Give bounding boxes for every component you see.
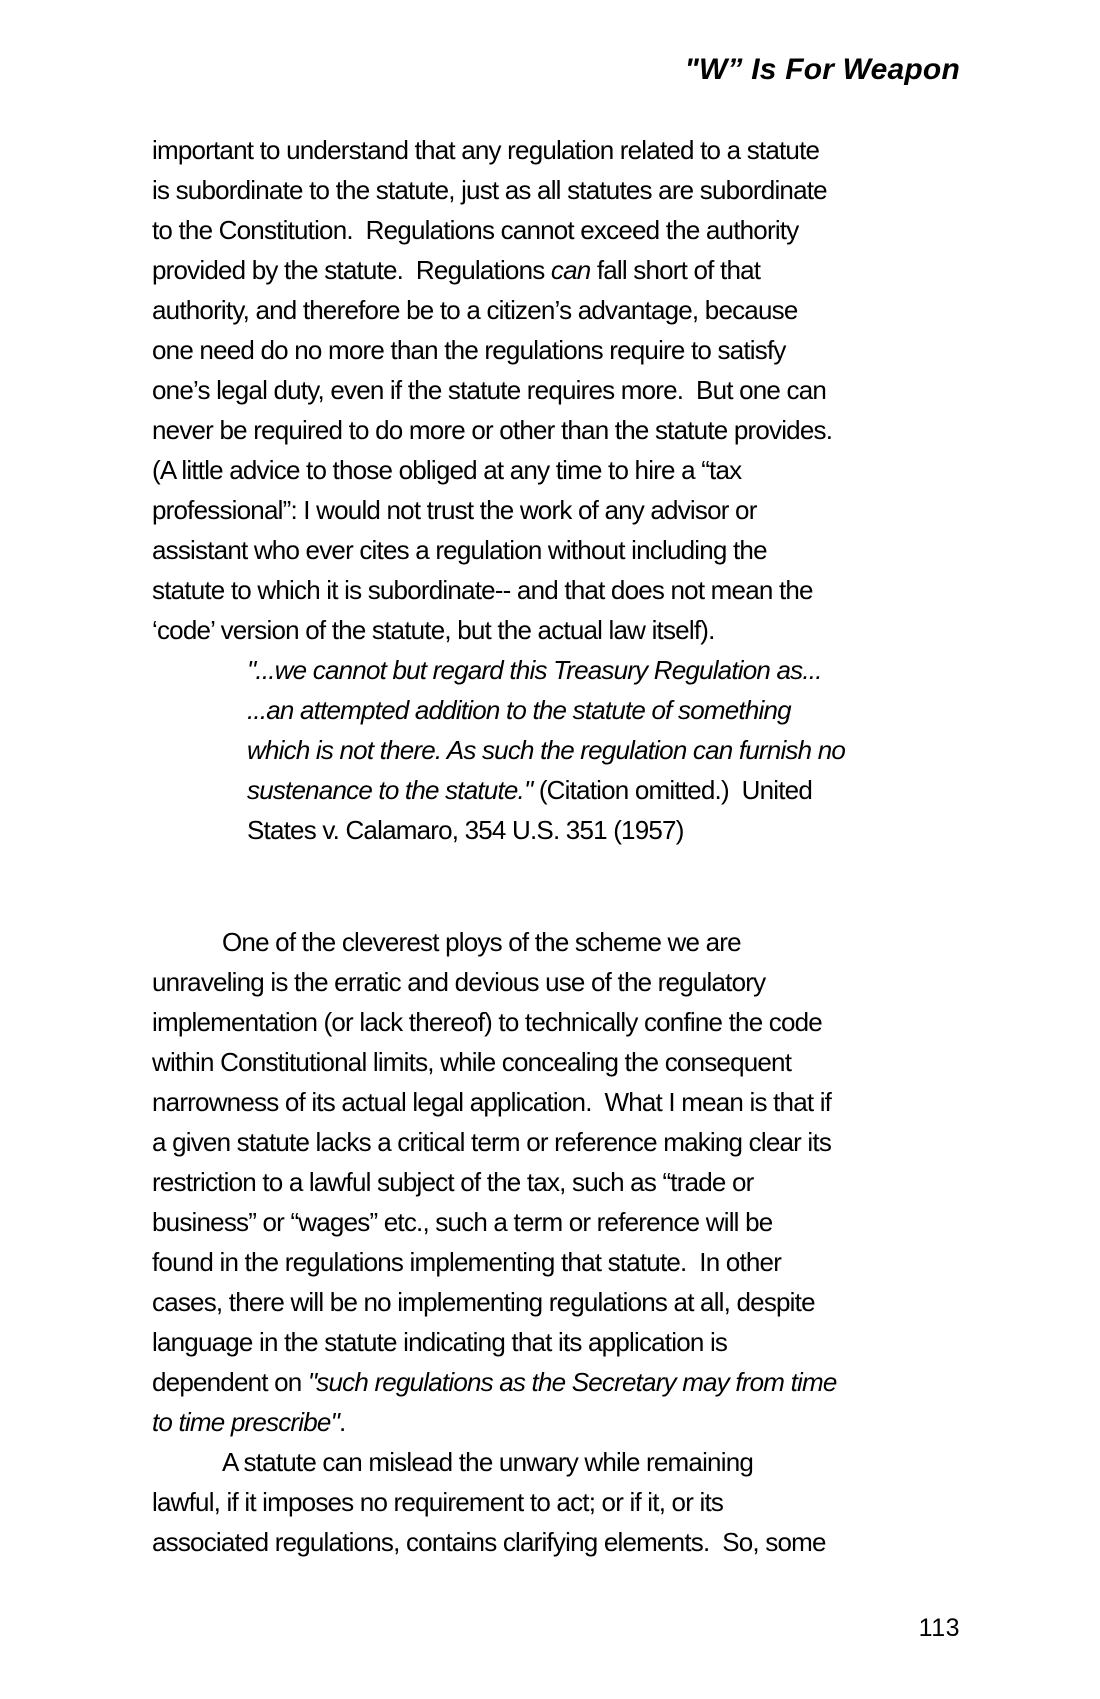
italic-text-segment: which is not there. As such the regulation can furnish no (247, 735, 846, 765)
text-segment: associated regulations, contains clarifying elements. So, some (152, 1527, 826, 1557)
text-segment: (A little advice to those obliged at any time to hire a “tax (152, 455, 742, 485)
quote-line (152, 650, 1052, 690)
text-segment: ‘code’ version of the statute, but the actual law itself). (152, 615, 715, 645)
text-line (152, 450, 1052, 490)
text-segment: A statute can mislead the unwary while remaining (222, 1447, 754, 1477)
quote-line (152, 730, 1052, 770)
page-body (152, 130, 1052, 1562)
text-line (152, 1002, 1052, 1042)
italic-text-segment: sustenance to the statute." (247, 775, 533, 805)
text-segment: dependent on (152, 1367, 308, 1397)
text-line (152, 1482, 1052, 1522)
text-segment: cases, there will be no implementing regulations at all, despite (152, 1287, 815, 1317)
text-line (152, 370, 1052, 410)
text-line (152, 1122, 1052, 1162)
text-segment: authority, and therefore be to a citizen’s advantage, because (152, 295, 798, 325)
text-line (152, 530, 1052, 570)
text-line (152, 1362, 1052, 1402)
text-line (152, 1442, 1052, 1482)
paragraph-regulations-subordinate (152, 130, 1052, 650)
text-line (152, 1402, 1052, 1442)
italic-text-segment: ...an attempted addition to the statute of something (247, 695, 791, 725)
block-quote-calamaro (152, 650, 1052, 850)
text-line (152, 290, 1052, 330)
text-segment: States v. Calamaro, 354 U.S. 351 (1957) (247, 815, 684, 845)
text-line (152, 1322, 1052, 1362)
paragraph-cleverest-ploys (152, 922, 1052, 1442)
text-segment: one’s legal duty, even if the statute requires more. But one can (152, 375, 827, 405)
text-line (152, 130, 1052, 170)
text-line (152, 1242, 1052, 1282)
page-number: 113 (918, 1614, 960, 1642)
text-line (152, 330, 1052, 370)
text-segment: one need do no more than the regulations require to satisfy (152, 335, 786, 365)
text-segment: implementation (or lack thereof) to technically confine the code (152, 1007, 822, 1037)
text-segment: important to understand that any regulation related to a statute (152, 135, 820, 165)
quote-line (152, 770, 1052, 810)
text-segment: is subordinate to the statute, just as all statutes are subordinate (152, 175, 827, 205)
text-line (152, 250, 1052, 290)
text-line (152, 1082, 1052, 1122)
italic-text-segment: can (550, 255, 591, 285)
quote-line (152, 690, 1052, 730)
text-segment: provided by the statute. Regulations (152, 255, 551, 285)
text-line (152, 170, 1052, 210)
text-segment: professional”: I would not trust the work of any advisor or (152, 495, 757, 525)
text-line (152, 1162, 1052, 1202)
paragraph-statute-mislead (152, 1442, 1052, 1562)
quote-line (152, 810, 1052, 850)
text-line (152, 1522, 1052, 1562)
text-line (152, 610, 1052, 650)
text-segment: never be required to do more or other than the statute provides. (152, 415, 833, 445)
text-segment: (Citation omitted.) United (532, 775, 812, 805)
text-segment: a given statute lacks a critical term or reference making clear its (152, 1127, 832, 1157)
text-line (152, 1042, 1052, 1082)
text-line (152, 1202, 1052, 1242)
text-line (152, 922, 1052, 962)
text-segment: One of the cleverest ploys of the scheme we are (222, 927, 741, 957)
text-segment: unraveling is the erratic and devious use of the regulatory (152, 967, 766, 997)
text-line (152, 490, 1052, 530)
text-segment: business” or “wages” etc., such a term or reference will be (152, 1207, 773, 1237)
text-segment: . (339, 1407, 346, 1437)
chapter-header: "W” Is For Weapon (684, 53, 960, 86)
text-segment: lawful, if it imposes no requirement to act; or if it, or its (152, 1487, 724, 1517)
text-segment: statute to which it is subordinate-- and that does not mean the (152, 575, 813, 605)
text-line (152, 962, 1052, 1002)
text-segment: restriction to a lawful subject of the tax, such as “trade or (152, 1167, 754, 1197)
text-line (152, 410, 1052, 450)
text-segment: within Constitutional limits, while concealing the consequent (152, 1047, 792, 1077)
text-segment: language in the statute indicating that its application is (152, 1327, 728, 1357)
text-segment: assistant who ever cites a regulation without including the (152, 535, 767, 565)
italic-text-segment: "...we cannot but regard this Treasury Regulation as... (247, 655, 822, 685)
italic-text-segment: to time prescribe" (152, 1407, 340, 1437)
text-segment: fall short of that (590, 255, 761, 285)
italic-text-segment: "such regulations as the Secretary may from time (307, 1367, 837, 1397)
text-line (152, 1282, 1052, 1322)
text-line (152, 210, 1052, 250)
text-segment: found in the regulations implementing that statute. In other (152, 1247, 782, 1277)
text-segment: to the Constitution. Regulations cannot exceed the authority (152, 215, 799, 245)
text-segment: narrowness of its actual legal application. What I mean is that if (152, 1087, 832, 1117)
text-line (152, 570, 1052, 610)
